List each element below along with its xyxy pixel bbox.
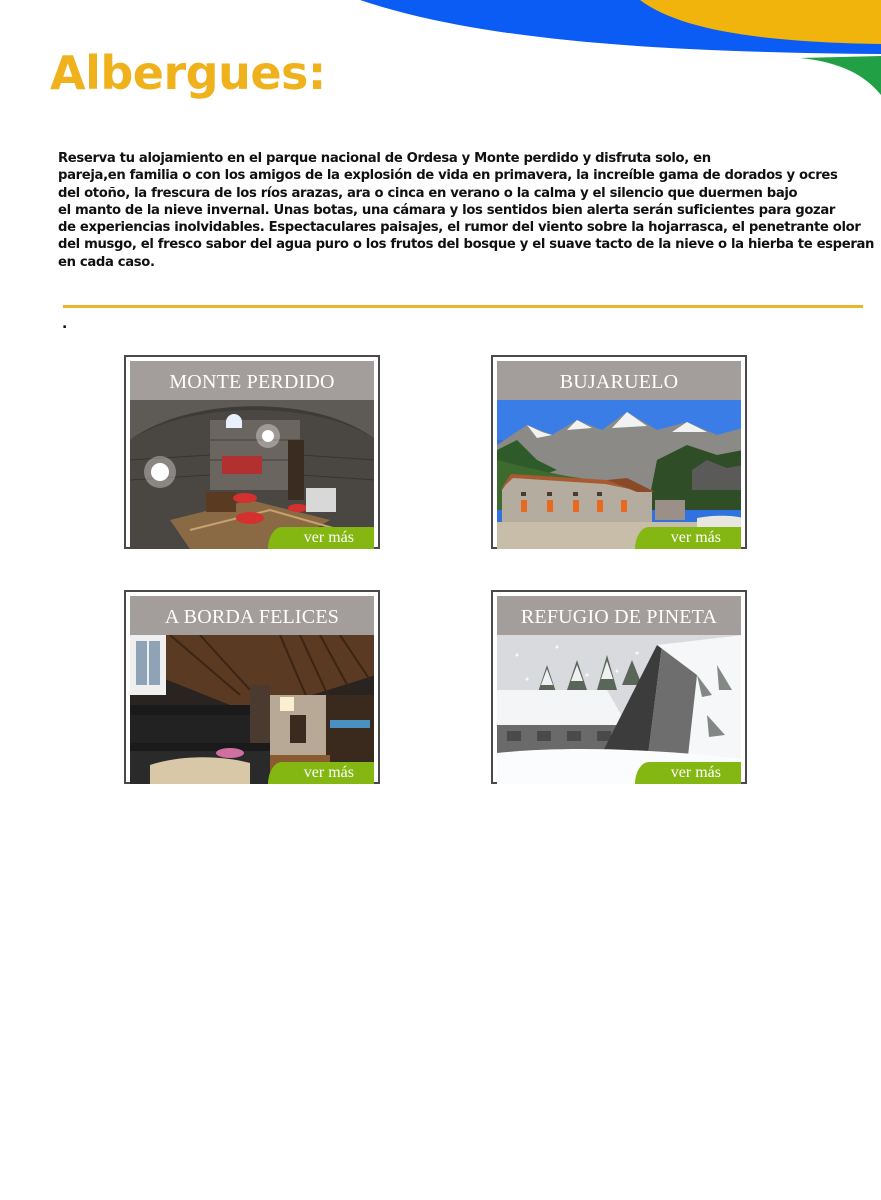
- intro-line: del musgo, el fresco sabor del agua puro o los frutos del bosque y el suave tacto de la nieve o la hierba te esperan: [58, 237, 875, 253]
- card-bujaruelo[interactable]: [491, 355, 747, 549]
- intro-paragraph: [58, 150, 875, 271]
- ver-mas-link[interactable]: ver más: [268, 527, 374, 549]
- card-photo: [130, 400, 374, 549]
- card-photo: [497, 635, 741, 784]
- ver-mas-link[interactable]: ver más: [635, 527, 741, 549]
- card-monte-perdido[interactable]: [124, 355, 380, 549]
- card-title: BUJARUELO: [497, 361, 741, 400]
- card-title: A BORDA FELICES: [130, 596, 374, 635]
- bullet-dot: .: [62, 316, 68, 332]
- intro-line: el manto de la nieve invernal. Unas botas, una cámara y los sentidos bien alerta serán suficientes para gozar: [58, 202, 836, 218]
- card-photo: [497, 400, 741, 549]
- ver-mas-link[interactable]: ver más: [635, 762, 741, 784]
- card-refugio-de-pineta[interactable]: [491, 590, 747, 784]
- card-a-borda-felices[interactable]: [124, 590, 380, 784]
- card-photo: [130, 635, 374, 784]
- page-title: Albergues:: [50, 46, 326, 100]
- card-title: REFUGIO DE PINETA: [497, 596, 741, 635]
- intro-line: Reserva tu alojamiento en el parque nacional de Ordesa y Monte perdido y disfruta solo, en: [58, 151, 711, 166]
- intro-line: en cada caso.: [58, 254, 155, 270]
- card-title: MONTE PERDIDO: [130, 361, 374, 400]
- intro-line: del otoño, la frescura de los ríos arazas, ara o cinca en verano o la calma y el silencio que duermen bajo: [58, 185, 798, 201]
- intro-line: pareja,en familia o con los amigos de la explosión de vida en primavera, la increíble gama de dorados y ocres: [58, 168, 838, 184]
- ver-mas-link[interactable]: ver más: [268, 762, 374, 784]
- section-divider: [63, 305, 863, 308]
- intro-line: de experiencias inolvidables. Espectaculares paisajes, el rumor del viento sobre la hojarrasca, el penetrante olor: [58, 220, 861, 236]
